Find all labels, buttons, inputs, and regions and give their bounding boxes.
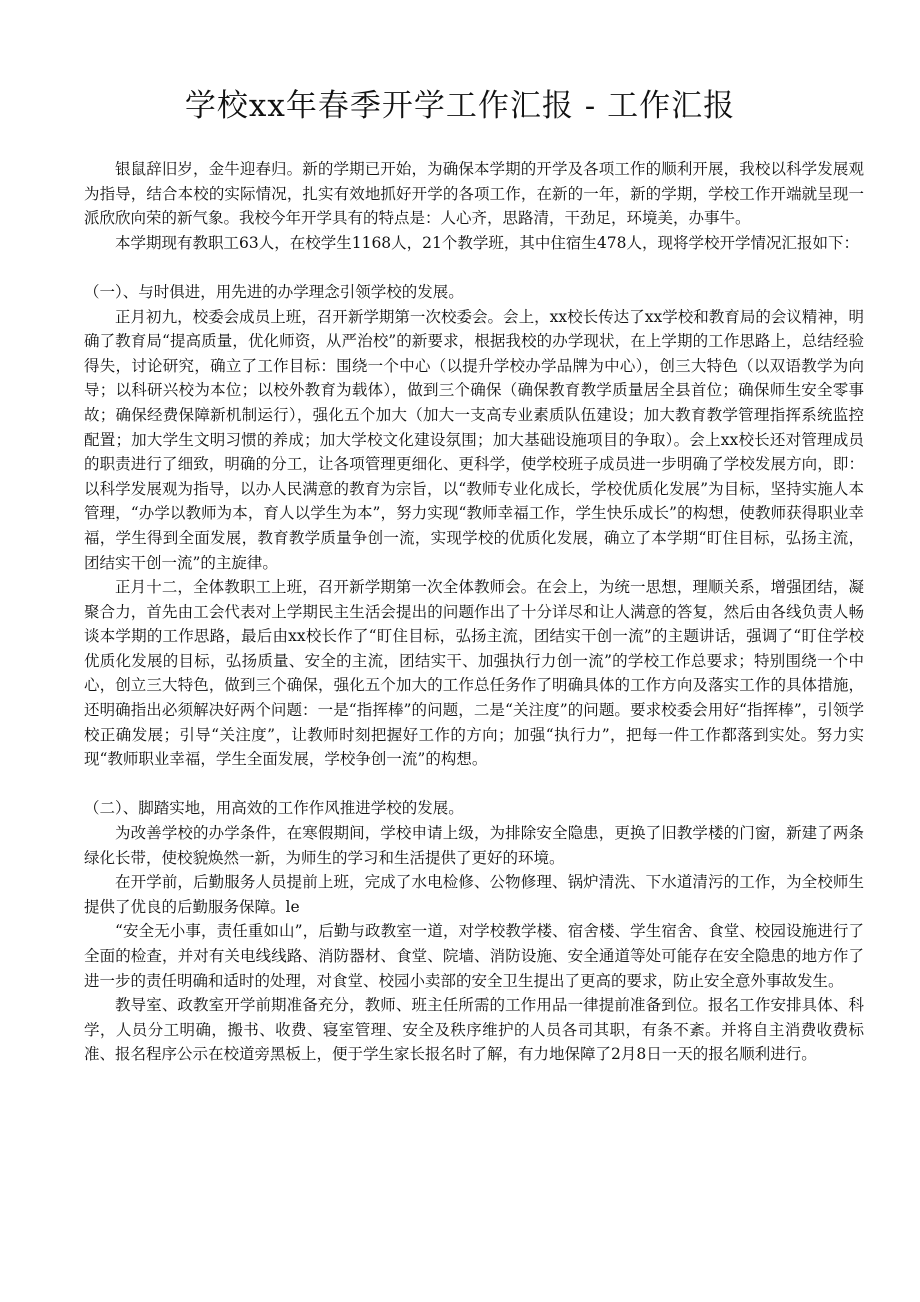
document-title: 学校xx年春季开学工作汇报 - 工作汇报 xyxy=(184,88,736,124)
body-paragraph: 正月十二，全体教职工上班，召开新学期第一次全体教师会。在会上，为统一思想，理顺关系，增强团结，凝聚合力，首先由工会代表对上学期民主生活会提出的问题作出了十分详尽和让人满意的答复，然后由各线负责人畅谈本学期的工作思路，最后由xx校长作了“盯住目标，弘扬主流，团结实干创一流”的主题讲话，强调了“盯住学校优质化发展的目标，弘扬质量、安全的主流，团结实干、加强执行力创一流”的学校工作总要求；特别围绕一个中心，创立三大特色，做到三个确保，强化五个加大的工作总任务作了明确具体的工作方向及落实工作的具体措施，还明确指出必须解决好两个问题：一是“指挥棒”的问题，二是“关注度”的问题。要求校委会用好“指挥棒”，引领学校正确发展；引导“关注度”，让教师时刻把握好工作的方向；加强“执行力”，把每一件工作都落到实处。努力实现“教师职业幸福，学生全面发展，学校争创一流”的构想。 xyxy=(84,578,864,769)
intro-paragraph: 本学期现有教职工63人，在校学生1168人，21个教学班，其中住宿生478人，现将学校开学情况汇报如下： xyxy=(115,233,859,252)
body-paragraph: 在开学前，后勤服务人员提前上班，完成了水电检修、公物修理、锅炉清洗、下水道清污的工作，为全校师生提供了优良的后勤服务保障。le xyxy=(84,873,864,916)
paragraph-gap xyxy=(84,255,864,280)
body-paragraph: 正月初九，校委会成员上班，召开新学期第一次校委会。会上，xx校长传达了xx学校和教育局的会议精神，明确了教育局“提高质量，优化师资，从严治校”的新要求，根据我校的办学现状，在上学期的工作思路上，总结经验得失，讨论研究，确立了工作目标：围绕一个中心（以提升学校办学品牌为中心），创三大特色（以双语教学为向导；以科研兴校为本位；以校外教育为载体），做到三个确保（确保教育教学质量居全县首位；确保师生安全零事故；确保经费保障新机制运行），强化五个加大（加大一支高专业素质队伍建设；加大教育教学管理指挥系统监控配置；加大学生文明习惯的养成；加大学校文化建设氛围；加大基础设施项目的争取）。会上xx校长还对管理成员的职责进行了细致，明确的分工，让各项管理更细化、更科学，使学校班子成员进一步明确了学校发展方向，即：以科学发展观为指导，以办人民满意的教育为宗旨，以“教师专业化成长，学校优质化发展”为目标，坚持实施人本管理，“办学以教师为本，育人以学生为本”，努力实现“教师幸福工作，学生快乐成长”的构想，使教师获得职业幸福，学生得到全面发展，教育教学质量争创一流，实现学校的优质化发展，确立了本学期“盯住目标，弘扬主流，团结实干创一流”的主旋律。 xyxy=(84,307,864,572)
section-heading: （二）、脚踏实地，用高效的工作作风推进学校的发展。 xyxy=(84,799,464,818)
intro-paragraph: 银鼠辞旧岁，金牛迎春归。新的学期已开始，为确保本学期的开学及各项工作的顺利开展，我校以科学发展观为指导，结合本校的实际情况，扎实有效地抓好开学的各项工作，在新的一年，新的学期，学校工作开端就呈现一派欣欣向荣的新气象。我校今年开学具有的特点是：人心齐，思路清，干劲足，环境美，办事牛。 xyxy=(84,160,864,228)
body-paragraph: 教导室、政教室开学前期准备充分，教师、班主任所需的工作用品一律提前准备到位。报名工作安排具体、科学，人员分工明确，搬书、收费、寝室管理、安全及秩序维护的人员各司其职，有条不紊。并将自主消费收费标准、报名程序公示在校道旁黑板上，便于学生家长报名时了解，有力地保障了2月8日一天的报名顺利进行。 xyxy=(84,996,864,1064)
document-body xyxy=(84,157,864,1067)
body-paragraph: “安全无小事，责任重如山”，后勤与政教室一道，对学校教学楼、宿舍楼、学生宿舍、食堂、校园设施进行了全面的检查，并对有关电线线路、消防器材、食堂、院墙、消防设施、安全通道等处可能存在安全隐患的地方作了进一步的责任明确和适时的处理，对食堂、校园小卖部的安全卫生提出了更高的要求，防止安全意外事故发生。 xyxy=(84,922,864,990)
section-heading: （一）、与时俱进，用先进的办学理念引领学校的发展。 xyxy=(84,282,464,301)
body-paragraph: 为改善学校的办学条件，在寒假期间，学校申请上级，为排除安全隐患，更换了旧教学楼的门窗，新建了两条绿化长带，使校貌焕然一新，为师生的学习和生活提供了更好的环境。 xyxy=(84,824,864,867)
paragraph-gap xyxy=(84,772,864,797)
